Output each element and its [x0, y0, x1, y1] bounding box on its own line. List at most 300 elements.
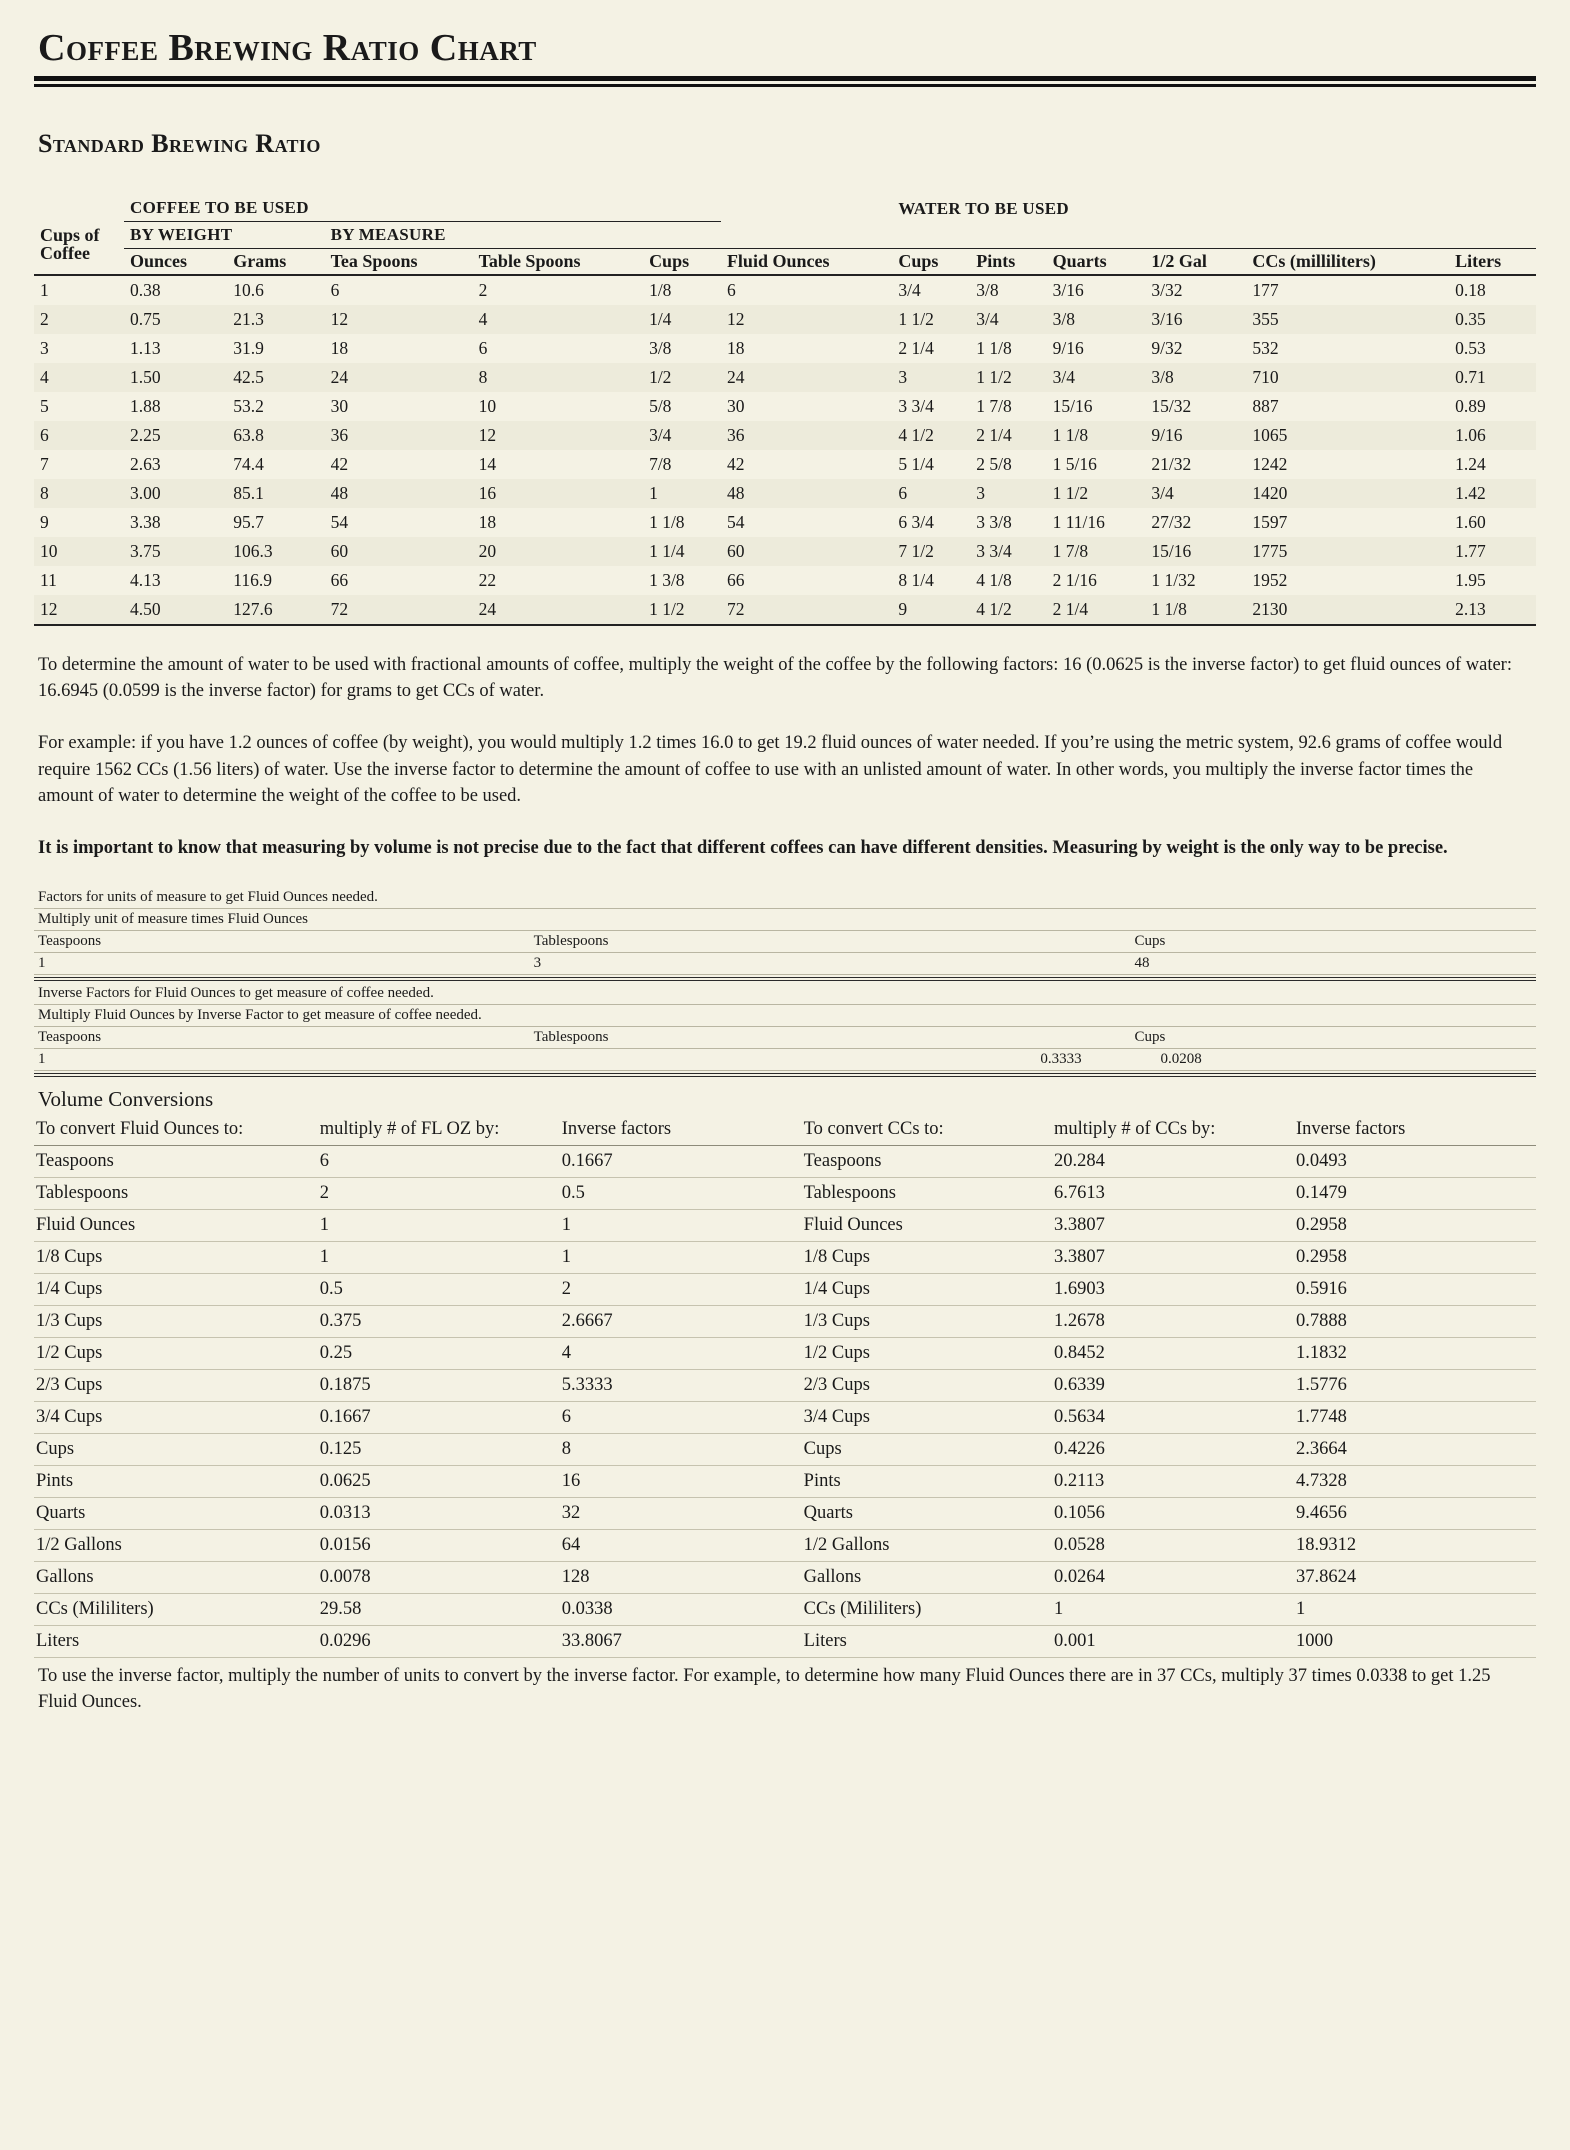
- volume-table-cell: Quarts: [34, 1498, 318, 1530]
- volume-table-cell: 3.3807: [1052, 1210, 1294, 1242]
- volume-table-cell: Liters: [802, 1626, 1052, 1658]
- volume-table-cell: 0.6339: [1052, 1370, 1294, 1402]
- table-cell: 15/16: [1052, 395, 1093, 416]
- col-header-tea-spoons: Tea Spoons: [330, 251, 418, 271]
- volume-col-header: Inverse factors: [1294, 1114, 1536, 1146]
- table-cell: 3: [898, 366, 908, 387]
- table-cell: 0.71: [1455, 366, 1486, 387]
- volume-table-row: [34, 1402, 1536, 1434]
- table-cell: 21.3: [233, 308, 264, 329]
- factors-header-cups: Cups: [1130, 931, 1536, 953]
- table-row: [34, 450, 1536, 479]
- volume-table-cell: Gallons: [34, 1562, 318, 1594]
- table-cell: 2.63: [130, 453, 161, 474]
- col-header-quarts: Quarts: [1052, 251, 1107, 271]
- volume-table-row: [34, 1498, 1536, 1530]
- table-cell: 3 3/4: [898, 395, 934, 416]
- col-header-pints: Pints: [976, 251, 1016, 271]
- table-cell: 355: [1252, 308, 1279, 329]
- section-title: Standard Brewing Ratio: [38, 129, 321, 158]
- volume-conversions-table: [34, 1114, 1536, 1658]
- volume-col-header: multiply # of CCs by:: [1052, 1114, 1294, 1146]
- table-cell: 54: [726, 511, 745, 532]
- table-cell: 6: [478, 337, 488, 358]
- table-cell: 1420: [1252, 482, 1288, 503]
- table-cell: 0.75: [130, 308, 161, 329]
- volume-table-cell: 3.3807: [1052, 1242, 1294, 1274]
- subgroup-header-row: [34, 222, 1536, 249]
- volume-table-cell: 33.8067: [560, 1626, 802, 1658]
- table-cell: 0.38: [124, 275, 227, 305]
- volume-table-cell: 0.5: [560, 1178, 802, 1210]
- table-cell: 1 1/32: [1151, 569, 1196, 590]
- table-cell: 72: [325, 595, 473, 625]
- volume-table-row: [34, 1178, 1536, 1210]
- table-cell: 1 1/8: [976, 337, 1012, 358]
- table-cell: 1: [34, 275, 124, 305]
- table-cell: 8 1/4: [898, 569, 934, 590]
- factors-header-teaspoons: Teaspoons: [34, 931, 530, 953]
- col-header-ounces: Ounces: [130, 251, 188, 271]
- page-title: Coffee Brewing Ratio Chart: [38, 27, 537, 69]
- volume-col-header: To convert Fluid Ounces to:: [34, 1114, 318, 1146]
- table-row: [34, 392, 1536, 421]
- volume-table-row: [34, 1562, 1536, 1594]
- volume-table-cell: 1/4 Cups: [802, 1274, 1052, 1306]
- table-cell: 6: [40, 424, 49, 445]
- table-cell: 2130: [1246, 595, 1449, 625]
- paragraph-precision-note: It is important to know that measuring by volume is not precise due to the fact that different coffees can have different densities. Measuring by weight is the only way to be precise.: [38, 838, 1448, 859]
- table-cell: 3/4: [892, 275, 970, 305]
- table-cell: 1.77: [1455, 540, 1486, 561]
- table-cell: 1242: [1252, 453, 1288, 474]
- table-cell: 127.6: [227, 595, 324, 625]
- group-header-water: WATER TO BE USED: [898, 198, 1069, 218]
- table-cell: 3/8: [970, 275, 1046, 305]
- volume-table-cell: Fluid Ounces: [34, 1210, 318, 1242]
- col-header-fluid-ounces: Fluid Ounces: [726, 251, 830, 271]
- volume-footnote: To use the inverse factor, multiply the number of units to convert by the inverse factor. For example, to determine how many Fluid Ounces there are in 37 CCs, multiply 37 times 0.0338 to get 1.25 Fluid Ounces.: [38, 1666, 1491, 1712]
- table-cell: 1.88: [130, 395, 161, 416]
- table-cell: 2 1/4: [976, 424, 1012, 445]
- inverse-value-cups: 0.0208: [1130, 1049, 1536, 1071]
- table-cell: 2: [40, 308, 49, 329]
- table-cell: 30: [726, 395, 745, 416]
- volume-table-cell: 1.6903: [1052, 1274, 1294, 1306]
- volume-table-cell: 6: [560, 1402, 802, 1434]
- table-cell: 18: [726, 337, 745, 358]
- table-cell: 0.18: [1449, 275, 1536, 305]
- table-cell: 1.50: [130, 366, 161, 387]
- table-cell: 7: [40, 453, 49, 474]
- table-cell: 27/32: [1151, 511, 1192, 532]
- table-cell: 3/8: [1052, 308, 1075, 329]
- table-cell: 15/32: [1151, 395, 1192, 416]
- volume-table-cell: 0.5634: [1052, 1402, 1294, 1434]
- paragraph-factors: To determine the amount of water to be used with fractional amounts of coffee, multiply the weight of the coffee by the following factors: 16 (0.0625 is the inverse factor) to get fluid ounces of water: 16.6945 (0.0599 is the inverse factor) for grams to get CCs of water.: [38, 654, 1512, 702]
- volume-table-cell: 1/2 Gallons: [34, 1530, 318, 1562]
- factors-line-2: Multiply unit of measure times Fluid Ounces: [34, 909, 1536, 931]
- table-cell: 6 3/4: [898, 511, 934, 532]
- volume-table-cell: 0.25: [318, 1338, 560, 1370]
- table-cell: 66: [330, 569, 349, 590]
- volume-table-cell: 0.0313: [318, 1498, 560, 1530]
- volume-table-row: [34, 1466, 1536, 1498]
- table-cell: 22: [478, 569, 497, 590]
- volume-table-cell: Cups: [34, 1434, 318, 1466]
- volume-table-cell: 0.2958: [1294, 1210, 1536, 1242]
- volume-table-cell: 0.2958: [1294, 1242, 1536, 1274]
- volume-table-cell: 0.0528: [1052, 1530, 1294, 1562]
- table-cell: 3.38: [130, 511, 161, 532]
- col-header-water-cups: Cups: [898, 251, 939, 271]
- table-cell: 15/16: [1151, 540, 1192, 561]
- table-cell: 3: [40, 337, 49, 358]
- table-cell: 12: [726, 308, 745, 329]
- volume-col-header: Inverse factors: [560, 1114, 802, 1146]
- table-cell: 10: [478, 395, 497, 416]
- table-cell: 887: [1252, 395, 1279, 416]
- factors-table: [34, 887, 1536, 975]
- volume-table-cell: 16: [560, 1466, 802, 1498]
- table-cell: 1065: [1252, 424, 1288, 445]
- table-cell: 1.24: [1455, 453, 1486, 474]
- volume-table-cell: 4.7328: [1294, 1466, 1536, 1498]
- volume-table-row: [34, 1242, 1536, 1274]
- table-cell: 116.9: [233, 569, 273, 590]
- volume-table-row: [34, 1306, 1536, 1338]
- table-cell: 42: [330, 453, 349, 474]
- table-cell: 63.8: [233, 424, 264, 445]
- table-cell: 8: [478, 366, 488, 387]
- table-cell: 1.06: [1455, 424, 1486, 445]
- table-cell: 1 1/8: [649, 511, 685, 532]
- volume-table-cell: 20.284: [1052, 1146, 1294, 1178]
- volume-table-cell: 0.0156: [318, 1530, 560, 1562]
- title-divider: [34, 76, 1536, 87]
- table-cell: 4.50: [124, 595, 227, 625]
- table-cell: 5: [40, 395, 49, 416]
- table-cell: 24: [726, 366, 745, 387]
- volume-table-cell: 4: [560, 1338, 802, 1370]
- volume-table-cell: 0.5916: [1294, 1274, 1536, 1306]
- volume-table-row: [34, 1434, 1536, 1466]
- volume-table-cell: 1/4 Cups: [34, 1274, 318, 1306]
- group-header-coffee: COFFEE TO BE USED: [124, 195, 721, 222]
- volume-table-row: [34, 1210, 1536, 1242]
- volume-table-cell: 8: [560, 1434, 802, 1466]
- table-cell: 85.1: [233, 482, 264, 503]
- volume-table-cell: 2.6667: [560, 1306, 802, 1338]
- table-cell: 1.60: [1455, 511, 1486, 532]
- table-cell: 12: [478, 424, 497, 445]
- table-row: [34, 363, 1536, 392]
- col-header-grams: Grams: [233, 251, 287, 271]
- table-cell: 7 1/2: [898, 540, 934, 561]
- volume-table-cell: 0.4226: [1052, 1434, 1294, 1466]
- table-cell: 1597: [1252, 511, 1288, 532]
- table-cell: 30: [330, 395, 349, 416]
- volume-table-cell: 0.1056: [1052, 1498, 1294, 1530]
- volume-table-cell: 2/3 Cups: [802, 1370, 1052, 1402]
- volume-table-row: [34, 1626, 1536, 1658]
- volume-table-cell: 0.0625: [318, 1466, 560, 1498]
- volume-conversions-title: Volume Conversions: [38, 1087, 214, 1112]
- table-cell: 106.3: [233, 540, 273, 561]
- volume-table-cell: 0.5: [318, 1274, 560, 1306]
- table-cell: 1 1/4: [649, 540, 685, 561]
- volume-table-cell: 1/8 Cups: [34, 1242, 318, 1274]
- volume-table-cell: 18.9312: [1294, 1530, 1536, 1562]
- volume-table-cell: 1000: [1294, 1626, 1536, 1658]
- table-cell: 54: [330, 511, 349, 532]
- table-cell: 42: [726, 453, 745, 474]
- table-cell: 2: [473, 275, 643, 305]
- volume-table-cell: 9.4656: [1294, 1498, 1536, 1530]
- table-cell: 14: [478, 453, 497, 474]
- table-cell: 5/8: [649, 395, 672, 416]
- volume-table-cell: 1: [318, 1242, 560, 1274]
- col-header-half-gal: 1/2 Gal: [1151, 251, 1207, 271]
- table-cell: 1 3/8: [649, 569, 685, 590]
- table-cell: 2.25: [130, 424, 161, 445]
- group-header-row: [34, 195, 1536, 222]
- col-header-table-spoons: Table Spoons: [478, 251, 581, 271]
- table-cell: 7/8: [649, 453, 672, 474]
- volume-table-cell: Teaspoons: [34, 1146, 318, 1178]
- volume-table-cell: 1: [1052, 1594, 1294, 1626]
- table-cell: 3.75: [130, 540, 161, 561]
- volume-table-cell: 2: [318, 1178, 560, 1210]
- volume-table-row: [34, 1370, 1536, 1402]
- table-cell: 24: [330, 366, 349, 387]
- table-cell: 4 1/8: [976, 569, 1012, 590]
- table-cell: 31.9: [233, 337, 264, 358]
- volume-table-cell: 0.0338: [560, 1594, 802, 1626]
- table-cell: 710: [1252, 366, 1279, 387]
- factors-value-cups: 48: [1130, 953, 1536, 975]
- table-cell: 6: [325, 275, 473, 305]
- table-cell: 1.42: [1455, 482, 1486, 503]
- table-cell: 4: [40, 366, 49, 387]
- inverse-value-tablespoons: 0.3333: [530, 1049, 1131, 1071]
- table-row: [34, 421, 1536, 450]
- table-cell: 53.2: [233, 395, 264, 416]
- table-cell: 1/8: [643, 275, 721, 305]
- volume-table-cell: 0.7888: [1294, 1306, 1536, 1338]
- volume-table-cell: 32: [560, 1498, 802, 1530]
- table-cell: 3 3/4: [976, 540, 1012, 561]
- volume-table-cell: Tablespoons: [802, 1178, 1052, 1210]
- table-cell: 2 1/4: [898, 337, 934, 358]
- table-cell: 1 1/2: [976, 366, 1012, 387]
- table-cell: 3 3/8: [976, 511, 1012, 532]
- table-cell: 42.5: [233, 366, 264, 387]
- table-cell: 1/4: [649, 308, 672, 329]
- table-cell: 2 5/8: [976, 453, 1012, 474]
- table-cell: 3/4: [1052, 366, 1075, 387]
- volume-table-cell: 0.375: [318, 1306, 560, 1338]
- table-cell: 1 1/8: [1145, 595, 1246, 625]
- table-cell: 4.13: [130, 569, 161, 590]
- table-cell: 1 7/8: [976, 395, 1012, 416]
- table-row: [34, 566, 1536, 595]
- volume-table-cell: 0.001: [1052, 1626, 1294, 1658]
- table-cell: 1/2: [649, 366, 672, 387]
- volume-table-cell: 0.1875: [318, 1370, 560, 1402]
- factors-value-tablespoons: 3: [530, 953, 1131, 975]
- volume-table-cell: 3/4 Cups: [34, 1402, 318, 1434]
- column-header-row: [34, 249, 1536, 275]
- table-cell: 8: [40, 482, 49, 503]
- volume-table-cell: Quarts: [802, 1498, 1052, 1530]
- col-header-liters: Liters: [1455, 251, 1502, 271]
- table-cell: 3/4: [649, 424, 672, 445]
- volume-table-cell: 29.58: [318, 1594, 560, 1626]
- table-cell: 4 1/2: [898, 424, 934, 445]
- volume-table-cell: 1/2 Gallons: [802, 1530, 1052, 1562]
- volume-table-cell: Fluid Ounces: [802, 1210, 1052, 1242]
- table-body: [34, 275, 1536, 625]
- volume-table-cell: 0.0078: [318, 1562, 560, 1594]
- volume-table-cell: 2/3 Cups: [34, 1370, 318, 1402]
- group-header-by-measure: BY MEASURE: [325, 222, 721, 249]
- volume-table-cell: 6: [318, 1146, 560, 1178]
- brewing-ratio-table: [34, 195, 1536, 626]
- volume-table-cell: 64: [560, 1530, 802, 1562]
- table-cell: 3/16: [1151, 308, 1183, 329]
- volume-col-header: To convert CCs to:: [802, 1114, 1052, 1146]
- volume-table-body: [34, 1146, 1536, 1658]
- table-cell: 1 1/2: [1052, 482, 1089, 503]
- volume-table-row: [34, 1594, 1536, 1626]
- table-row: [34, 508, 1536, 537]
- table-row: [34, 305, 1536, 334]
- volume-table-cell: 0.0493: [1294, 1146, 1536, 1178]
- volume-header-row: [34, 1114, 1536, 1146]
- table-cell: 1775: [1252, 540, 1288, 561]
- table-row: [34, 537, 1536, 566]
- table-cell: 6: [898, 482, 908, 503]
- volume-table-row: [34, 1146, 1536, 1178]
- table-cell: 4 1/2: [970, 595, 1046, 625]
- volume-table-cell: 1/3 Cups: [34, 1306, 318, 1338]
- table-cell: 10.6: [227, 275, 324, 305]
- inverse-value-teaspoons: 1: [34, 1049, 530, 1071]
- volume-table-row: [34, 1530, 1536, 1562]
- table-cell: 12: [330, 308, 349, 329]
- inverse-header-teaspoons: Teaspoons: [34, 1027, 530, 1049]
- table-cell: 9/16: [1151, 424, 1183, 445]
- volume-table-cell: 0.8452: [1052, 1338, 1294, 1370]
- inverse-header-tablespoons: Tablespoons: [530, 1027, 1131, 1049]
- table-row: [34, 479, 1536, 508]
- table-cell: 9: [892, 595, 970, 625]
- table-cell: 0.89: [1455, 395, 1486, 416]
- inverse-line-1: Inverse Factors for Fluid Ounces to get measure of coffee needed.: [34, 983, 1536, 1005]
- volume-table-cell: 0.1667: [318, 1402, 560, 1434]
- volume-table-cell: CCs (Mililiters): [802, 1594, 1052, 1626]
- table-cell: 6: [721, 275, 892, 305]
- table-cell: 11: [40, 569, 57, 590]
- inverse-header-cups: Cups: [1130, 1027, 1536, 1049]
- table-cell: 2 1/16: [1052, 569, 1097, 590]
- table-cell: 532: [1252, 337, 1279, 358]
- table-cell: 2 1/4: [1047, 595, 1146, 625]
- table-cell: 3: [976, 482, 985, 503]
- table-cell: 3/32: [1145, 275, 1246, 305]
- volume-table-cell: 1.1832: [1294, 1338, 1536, 1370]
- table-cell: 1 5/16: [1052, 453, 1097, 474]
- table-cell: 48: [330, 482, 349, 503]
- volume-col-header: multiply # of FL OZ by:: [318, 1114, 560, 1146]
- table-cell: 18: [330, 337, 349, 358]
- table-cell: 36: [726, 424, 745, 445]
- volume-table-cell: Pints: [802, 1466, 1052, 1498]
- volume-table-cell: Cups: [802, 1434, 1052, 1466]
- volume-table-cell: 3/4 Cups: [802, 1402, 1052, 1434]
- volume-table-cell: 1.2678: [1052, 1306, 1294, 1338]
- volume-table-cell: 0.1479: [1294, 1178, 1536, 1210]
- table-cell: 1952: [1252, 569, 1288, 590]
- volume-table-row: [34, 1338, 1536, 1370]
- table-row: [34, 275, 1536, 305]
- volume-table-cell: 1.5776: [1294, 1370, 1536, 1402]
- table-cell: 12: [34, 595, 124, 625]
- volume-table-cell: 37.8624: [1294, 1562, 1536, 1594]
- table-cell: 60: [330, 540, 349, 561]
- inverse-factors-table: [34, 983, 1536, 1071]
- factors-divider: [34, 977, 1536, 981]
- table-row: [34, 595, 1536, 625]
- volume-table-cell: 1/8 Cups: [802, 1242, 1052, 1274]
- table-cell: 3.00: [130, 482, 161, 503]
- volume-table-cell: 0.0264: [1052, 1562, 1294, 1594]
- table-cell: 66: [726, 569, 745, 590]
- volume-table-cell: 1: [560, 1210, 802, 1242]
- table-cell: 48: [726, 482, 745, 503]
- volume-table-cell: Gallons: [802, 1562, 1052, 1594]
- table-cell: 9/32: [1151, 337, 1183, 358]
- volume-table-cell: 0.125: [318, 1434, 560, 1466]
- table-cell: 74.4: [233, 453, 264, 474]
- table-row: [34, 334, 1536, 363]
- volume-table-cell: 1.7748: [1294, 1402, 1536, 1434]
- table-cell: 1 1/2: [898, 308, 934, 329]
- group-header-by-weight: BY WEIGHT: [124, 222, 325, 249]
- factors-header-tablespoons: Tablespoons: [530, 931, 1131, 953]
- table-cell: 2.13: [1449, 595, 1536, 625]
- table-cell: 24: [473, 595, 643, 625]
- table-cell: 21/32: [1151, 453, 1192, 474]
- table-cell: 18: [478, 511, 497, 532]
- table-cell: 0.35: [1455, 308, 1486, 329]
- table-cell: 3/4: [976, 308, 999, 329]
- table-cell: 1 1/8: [1052, 424, 1089, 445]
- table-cell: 1 7/8: [1052, 540, 1089, 561]
- volume-table-cell: 0.2113: [1052, 1466, 1294, 1498]
- factors-value-teaspoons: 1: [34, 953, 530, 975]
- volume-table-cell: 0.0296: [318, 1626, 560, 1658]
- volume-table-cell: 1: [560, 1242, 802, 1274]
- volume-table-cell: CCs (Mililiters): [34, 1594, 318, 1626]
- table-cell: 4: [478, 308, 488, 329]
- table-cell: 3/4: [1151, 482, 1174, 503]
- factors-line-1: Factors for units of measure to get Fluid Ounces needed.: [34, 887, 1536, 909]
- volume-table-cell: 5.3333: [560, 1370, 802, 1402]
- volume-table-cell: 1/2 Cups: [802, 1338, 1052, 1370]
- table-cell: 10: [40, 540, 58, 561]
